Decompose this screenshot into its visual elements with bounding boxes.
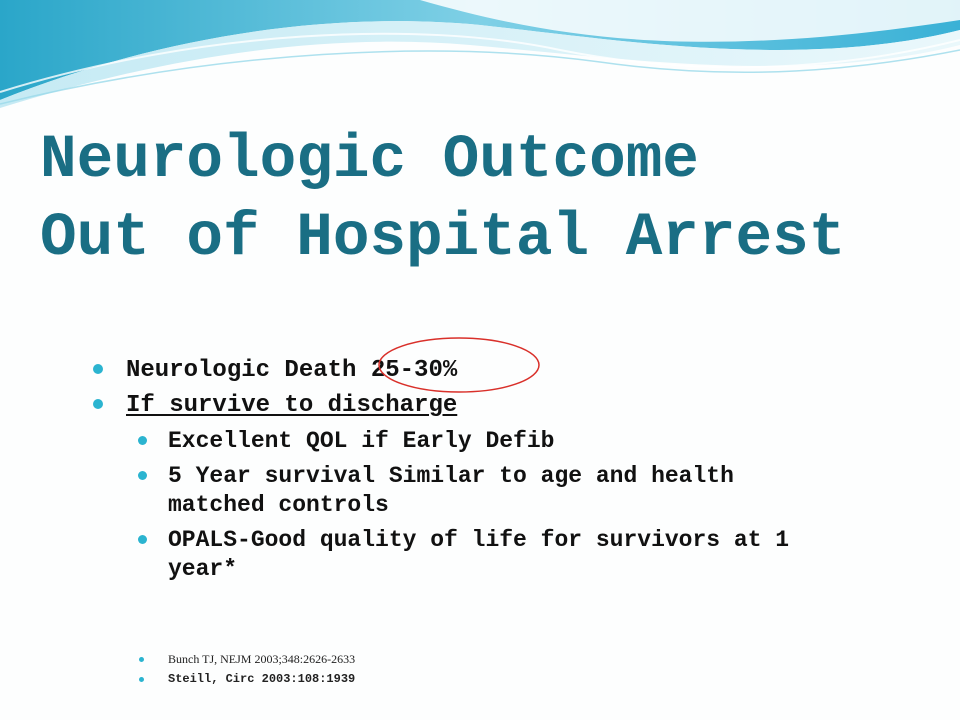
slide-title <box>40 122 845 278</box>
title-line-1: Neurologic Outcome <box>40 126 699 195</box>
sub-bullet-5-year-survival-line1: 5 Year survival Similar to age and health <box>168 463 734 489</box>
sub-bullet-dot <box>138 535 147 544</box>
reference-bunch: Bunch TJ, NEJM 2003;348:2626-2633 <box>168 652 356 666</box>
highlight-circle <box>376 336 542 398</box>
sub-bullet-dot <box>138 436 147 445</box>
wave-header-decoration <box>0 0 960 120</box>
reference-dot <box>139 657 144 662</box>
sub-bullet-5-year-survival-line2: matched controls <box>168 492 389 518</box>
sub-bullet-opals-line1: OPALS-Good quality of life for survivors at 1 <box>168 527 790 553</box>
bullet-dot <box>93 399 103 409</box>
title-line-2: Out of Hospital Arrest <box>40 204 846 273</box>
reference-dot <box>139 677 144 682</box>
sub-bullet-dot <box>138 471 147 480</box>
reference-steill: Steill, Circ 2003:108:1939 <box>168 672 356 686</box>
bullet-if-survive: If survive to discharge <box>126 392 458 419</box>
sub-bullet-excellent-qol: Excellent QOL if Early Defib <box>168 428 555 454</box>
bullet-neurologic-death: Neurologic Death 25-30% <box>126 357 458 384</box>
sub-bullet-opals-line2: year* <box>168 556 238 582</box>
bullet-dot <box>93 364 103 374</box>
